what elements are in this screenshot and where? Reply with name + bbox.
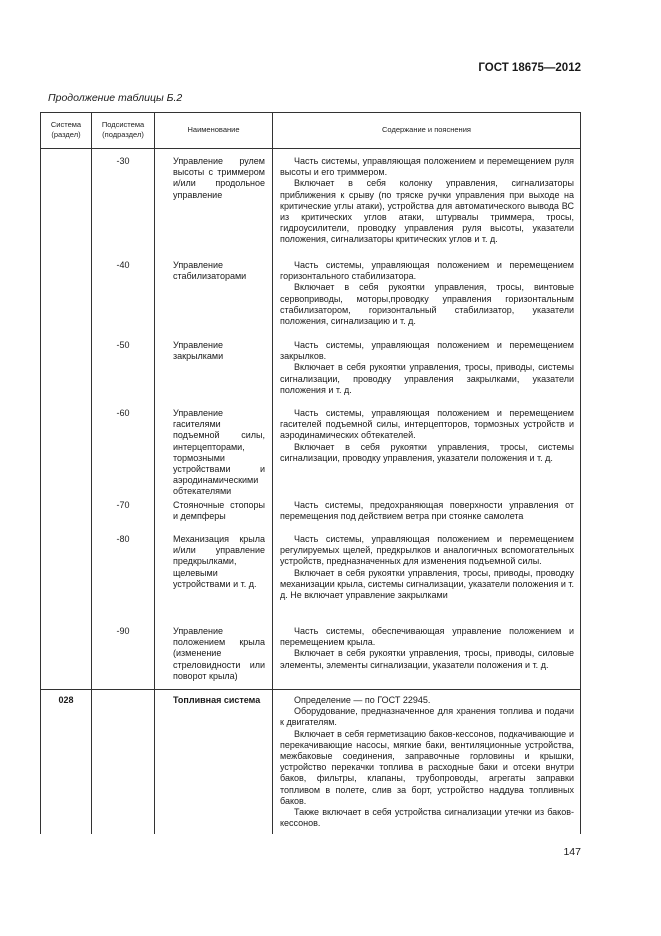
row-code: -40: [116, 260, 130, 270]
paragraph: Оборудование, предназначенное для хранения топлива и подачи к двигателям.: [280, 706, 574, 728]
section-content: [280, 695, 574, 829]
row-code: -50: [116, 340, 130, 350]
row-code: -70: [116, 500, 130, 510]
paragraph: Часть системы, управляющая положением и перемещением гасителей подъемной силы, интерцепторов, тормозных устройств и аэродинамических обтекателей.: [280, 408, 574, 441]
paragraph: Часть системы, управляющая положением и перемещением регулируемых щелей, предкрылков и аналогичных вспомогательных устройств, предназначенных для изменения подъемной силы.: [280, 534, 574, 567]
paragraph: Включает в себя рукоятки управления, тросы, системы сигнализации, проводку управления, указатели положения и т. д.: [280, 441, 574, 463]
row-content: [280, 534, 574, 601]
header-content: Содержание и пояснения: [382, 125, 471, 134]
page-number: 147: [563, 846, 581, 858]
row-content: [280, 408, 574, 464]
paragraph: Определение — по ГОСТ 22945.: [294, 695, 431, 705]
row-name: Механизация крыла и/или управление предкрылками, щелевыми устройствами и т. д.: [173, 534, 265, 589]
paragraph: Включает в себя рукоятки управления, тросы, приводы, проводку механизации крыла, системы сигнализации, указатели положения и т. д. Не включает управление закрылками: [280, 567, 574, 601]
row-content: [280, 340, 574, 396]
column-border: [40, 112, 41, 834]
section-divider: [40, 689, 581, 690]
header-name: Наименование: [187, 125, 240, 134]
paragraph: Часть системы, управляющая положением и перемещением закрылков.: [280, 340, 574, 362]
row-name: Управление положением крыла (изменение стреловидности или поворот крыла): [173, 626, 265, 681]
paragraph: Часть системы, обеспечивающая управление положением и перемещением крыла.: [280, 626, 574, 648]
paragraph: Часть системы, предохраняющая поверхности управления от перемещения под действием ветра при стоянке самолета: [280, 500, 574, 522]
table: [40, 112, 581, 834]
document-code: ГОСТ 18675—2012: [478, 62, 581, 74]
row-name: Управление рулем высоты с триммером и/или продольное управление: [173, 156, 265, 200]
row-name: Управление гасителями подъемной силы, интерцепторами, тормозными устройствами и аэродинамическими обтекателями: [173, 408, 265, 497]
section-code: 028: [58, 695, 74, 705]
row-name: Управление закрылками: [173, 340, 224, 362]
table-caption: Продолжение таблицы Б.2: [48, 92, 183, 104]
row-content: [280, 156, 574, 246]
row-code: -80: [116, 534, 130, 544]
paragraph: Часть системы, управляющая положением и перемещением горизонтального стабилизатора.: [280, 260, 574, 282]
column-border: [91, 112, 92, 834]
header-bottom-border: [40, 148, 581, 149]
row-content: [280, 260, 574, 327]
row-name: Стояночные стопоры и демпферы: [173, 500, 265, 522]
paragraph: Включает в себя рукоятки управления, тросы, приводы, силовые элементы, элементы сигнализации, указатели положения и т. д.: [280, 648, 574, 670]
row-content: [280, 626, 574, 671]
paragraph: Часть системы, управляющая положением и перемещением руля высоты и его триммером.: [280, 156, 574, 178]
column-border: [154, 112, 155, 834]
section-name: Топливная система: [173, 695, 261, 705]
row-content: [280, 500, 574, 522]
row-code: -60: [116, 408, 130, 418]
row-code: -90: [116, 626, 130, 636]
row-name: Управление стабилизаторами: [173, 260, 247, 282]
paragraph: Включает в себя рукоятки управления, тросы, приводы, системы сигнализации, проводку управления закрылками, указатели положения и т. д.: [280, 362, 574, 395]
paragraph: Также включает в себя устройства сигнализации утечки из баков-кессонов.: [280, 807, 574, 829]
paragraph: Включает в себя герметизацию баков-кессонов, подкачивающие и перекачивающие насосы, мягкие баки, вентиляционные устройства, межбаковые соединения, заправочные горловины и крышки, устройство перекачки топлива в расходные баки и отсеки внутри баков, фильтры, клапаны, трубопроводы, агрегаты заправки топливом в полете, слив за борт, устройство наддува топливных баков.: [280, 728, 574, 806]
column-border: [272, 112, 273, 834]
paragraph: Включает в себя рукоятки управления, тросы, винтовые сервоприводы, моторы,проводку управления горизонтальным стабилизатором, горизонтальный стабилизатор, указатели положения, сигнализацию и т. д.: [280, 282, 574, 327]
row-code: -30: [116, 156, 130, 166]
header-subsystem: Подсистема (подраздел): [101, 120, 145, 139]
column-border: [580, 112, 581, 834]
paragraph: Включает в себя колонку управления, сигнализаторы приближения к срыву (по тряске ручки управления при выходе на критические углы атаки), устройства для автоматического вывода ВС из критических углов атаки, штурвалы триммера, тросы, гидроусилители, проводку управления руля высоты, указатели положения, сигнализаторы критических углов и т. д.: [280, 178, 574, 245]
header-system: Система (раздел): [50, 120, 82, 139]
